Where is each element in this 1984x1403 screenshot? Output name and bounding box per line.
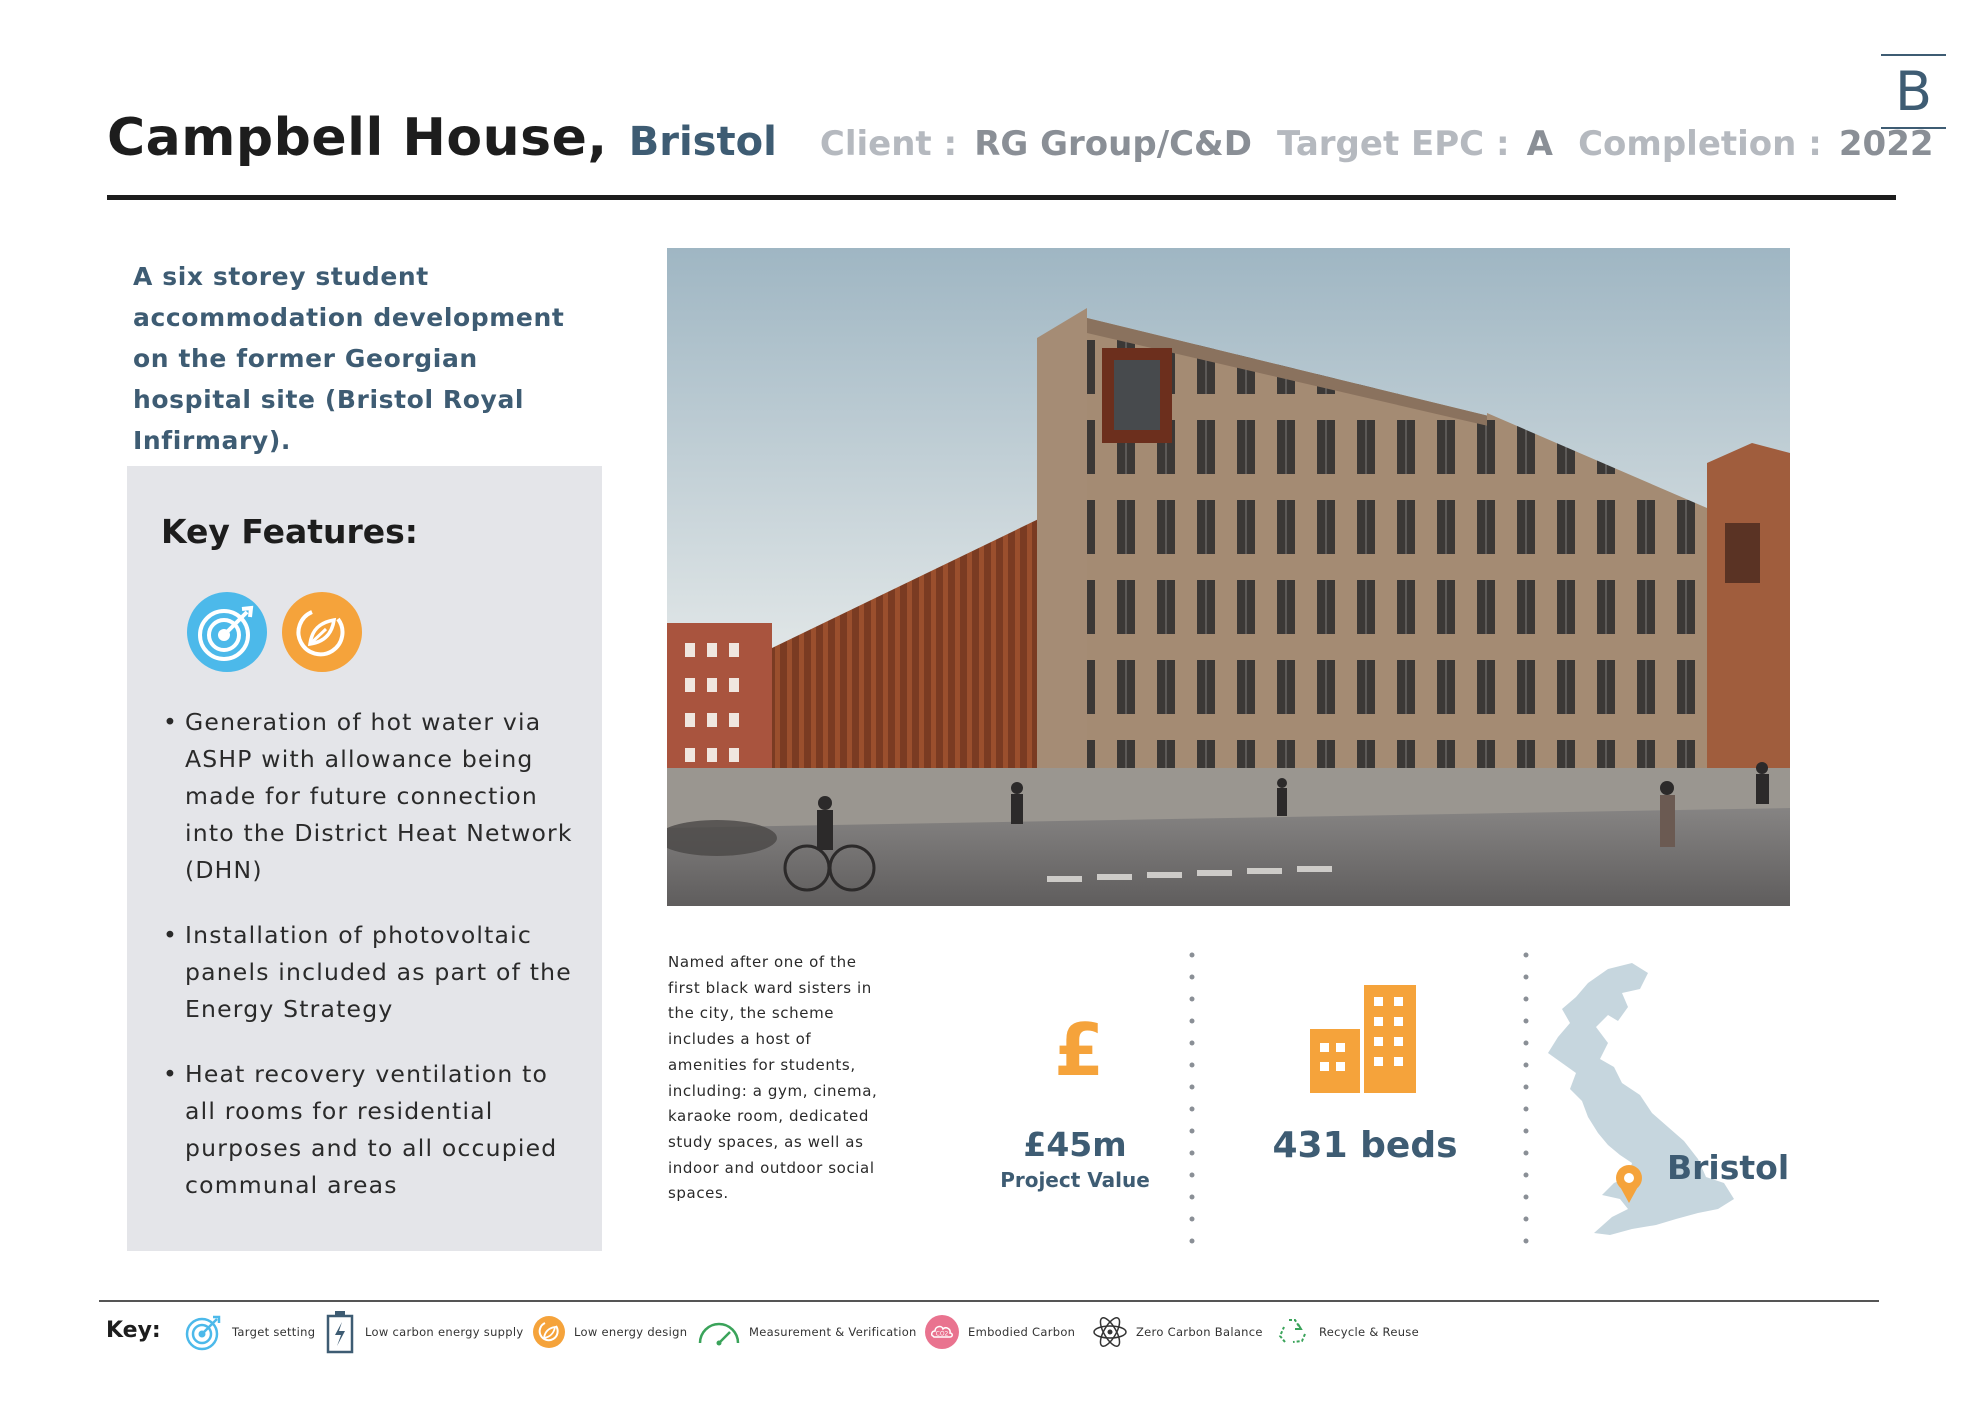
feature-item: • Installation of photovoltaic panels included as part of the Energy Strategy: [161, 917, 581, 1028]
key-item-measurement-verification: [697, 1310, 917, 1354]
key-item-embodied-carbon: [924, 1310, 1075, 1354]
feature-item: • Generation of hot water via ASHP with allowance being made for future connection into the District Heat Network (DHN): [161, 704, 581, 889]
beds-count: 431 beds: [1272, 1125, 1458, 1166]
epc-label: Target EPC :: [1277, 124, 1510, 164]
key-features-title: Key Features:: [161, 512, 418, 551]
logo-letter: B: [1894, 60, 1933, 123]
key-item-label: Low energy design: [574, 1325, 688, 1339]
header-divider: [107, 195, 1896, 200]
battery-icon: [323, 1310, 357, 1354]
page-header: [107, 108, 1934, 168]
project-city: Bristol: [628, 119, 777, 165]
key-item-target-setting: [184, 1310, 315, 1354]
low-energy-design-icon: [532, 1315, 566, 1349]
target-icon: [184, 1312, 224, 1352]
key-item-label: Zero Carbon Balance: [1136, 1325, 1263, 1339]
dotted-divider: [1523, 952, 1529, 1244]
key-item-label: Embodied Carbon: [968, 1325, 1076, 1339]
co2-cloud-icon: [924, 1314, 960, 1350]
epc-value: A: [1526, 124, 1553, 164]
key-item-label: Measurement & Verification: [749, 1325, 917, 1339]
project-description: Named after one of the first black ward sisters in the city, the scheme includes a host of amenities for students, including: a gym, cinema, karaoke room, dedicated study spaces, as well as indoor and outdoor social spaces.: [668, 953, 878, 1203]
gauge-icon: [697, 1317, 741, 1347]
project-value: £45m: [1023, 1125, 1127, 1164]
intro-text: A six storey student accommodation development on the former Georgian hospital site (Bristol Royal Infirmary).: [133, 262, 565, 455]
key-features-list: [161, 704, 581, 1232]
low-energy-design-icon: [282, 592, 362, 672]
key-item-label: Low carbon energy supply: [365, 1325, 524, 1339]
pound-icon: £: [1053, 1008, 1105, 1092]
map-location-label: Bristol: [1667, 1148, 1790, 1187]
footer-divider: [99, 1300, 1879, 1302]
project-name: Campbell House,: [107, 108, 608, 168]
atom-icon: [1092, 1312, 1128, 1352]
recycle-icon: [1275, 1314, 1311, 1350]
feature-item: • Heat recovery ventilation to all rooms for residential purposes and to all occupied communal areas: [161, 1056, 581, 1204]
dotted-divider: [1189, 952, 1195, 1244]
completion-value: 2022: [1838, 124, 1934, 164]
key-item-recycle-reuse: [1275, 1310, 1419, 1354]
key-item-low-carbon-energy-supply: [323, 1310, 524, 1354]
key-item-zero-carbon-balance: [1092, 1310, 1263, 1354]
key-item-low-energy-design: [532, 1310, 687, 1354]
key-item-label: Recycle & Reuse: [1319, 1325, 1419, 1339]
uk-map: [1548, 963, 1738, 1235]
building-icon: [1310, 985, 1416, 1093]
client-label: Client :: [819, 124, 958, 164]
svg-text:CO2: CO2: [935, 1330, 949, 1338]
completion-label: Completion :: [1578, 124, 1822, 164]
logo-top-rule: [1881, 54, 1946, 56]
building-render-image: [667, 248, 1790, 906]
target-icon: [187, 592, 267, 672]
project-value-label: Project Value: [1000, 1168, 1150, 1192]
key-item-label: Target setting: [232, 1325, 316, 1339]
key-features-panel: [127, 466, 602, 1251]
key-label: Key:: [106, 1318, 161, 1343]
client-value: RG Group/C&D: [974, 124, 1252, 164]
